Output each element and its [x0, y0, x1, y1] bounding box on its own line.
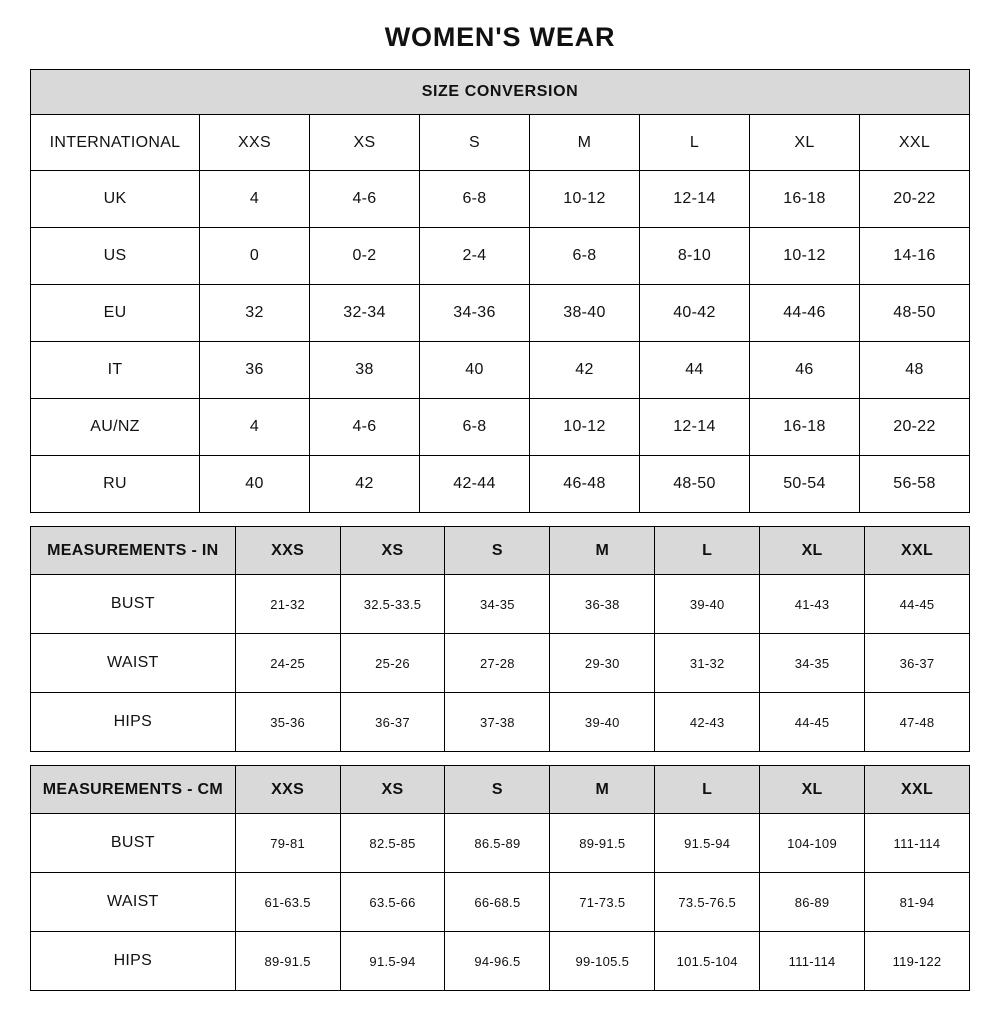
- table-cell: 40-42: [639, 285, 749, 342]
- table-cell: 48-50: [859, 285, 969, 342]
- table-cell: 0: [200, 228, 310, 285]
- size-column-header: XXS: [200, 115, 310, 171]
- size-column-header: S: [445, 766, 550, 814]
- table-cell: 35-36: [235, 693, 340, 752]
- table-row: [31, 285, 970, 342]
- table-cell: 38-40: [529, 285, 639, 342]
- table-row: [31, 634, 970, 693]
- size-column-header: XS: [340, 766, 445, 814]
- table-cell: 89-91.5: [550, 814, 655, 873]
- table-cell: 41-43: [760, 575, 865, 634]
- table-cell: 46-48: [529, 456, 639, 513]
- table-row: [31, 575, 970, 634]
- table-cell: 91.5-94: [655, 814, 760, 873]
- table-cell: 10-12: [529, 399, 639, 456]
- table-cell: 36-38: [550, 575, 655, 634]
- row-header-column-title: MEASUREMENTS - IN: [31, 527, 236, 575]
- size-conversion-table: [30, 69, 970, 513]
- table-cell: 36-37: [340, 693, 445, 752]
- table-cell: 40: [419, 342, 529, 399]
- table-cell: 66-68.5: [445, 873, 550, 932]
- table-cell: 89-91.5: [235, 932, 340, 991]
- row-label: BUST: [31, 814, 236, 873]
- measurements-in-table: [30, 526, 970, 752]
- table-cell: 34-36: [419, 285, 529, 342]
- measurements-cm-table: [30, 765, 970, 991]
- table-cell: 14-16: [859, 228, 969, 285]
- table-cell: 50-54: [749, 456, 859, 513]
- table-cell: 21-32: [235, 575, 340, 634]
- size-column-header: XL: [760, 766, 865, 814]
- size-column-header: XS: [310, 115, 420, 171]
- page-title: WOMEN'S WEAR: [384, 22, 616, 52]
- table-cell: 44: [639, 342, 749, 399]
- row-label: RU: [31, 456, 200, 513]
- table-cell: 32: [200, 285, 310, 342]
- row-label: HIPS: [31, 932, 236, 991]
- table-cell: 37-38: [445, 693, 550, 752]
- table-cell: 31-32: [655, 634, 760, 693]
- table-row: [31, 932, 970, 991]
- table-cell: 86-89: [760, 873, 865, 932]
- table-cell: 44-46: [749, 285, 859, 342]
- table-cell: 16-18: [749, 399, 859, 456]
- table-row: [31, 456, 970, 513]
- size-column-header: M: [550, 766, 655, 814]
- table-cell: 101.5-104: [655, 932, 760, 991]
- table-cell: 42-43: [655, 693, 760, 752]
- table-cell: 6-8: [419, 171, 529, 228]
- table-cell: 119-122: [865, 932, 970, 991]
- table-cell: 42-44: [419, 456, 529, 513]
- table-cell: 4-6: [310, 399, 420, 456]
- row-label: AU/NZ: [31, 399, 200, 456]
- table-cell: 48: [859, 342, 969, 399]
- row-label: BUST: [31, 575, 236, 634]
- row-label: WAIST: [31, 873, 236, 932]
- row-header-column-title: MEASUREMENTS - CM: [31, 766, 236, 814]
- size-column-header: M: [550, 527, 655, 575]
- table-cell: 24-25: [235, 634, 340, 693]
- table-cell: 86.5-89: [445, 814, 550, 873]
- row-label: EU: [31, 285, 200, 342]
- table-row: [31, 399, 970, 456]
- row-label: HIPS: [31, 693, 236, 752]
- table-cell: 25-26: [340, 634, 445, 693]
- table-cell: 39-40: [550, 693, 655, 752]
- size-column-header: L: [639, 115, 749, 171]
- table-cell: 6-8: [529, 228, 639, 285]
- table-row: [31, 693, 970, 752]
- size-column-header: S: [445, 527, 550, 575]
- size-column-header: M: [529, 115, 639, 171]
- table-cell: 12-14: [639, 171, 749, 228]
- table-row: [31, 342, 970, 399]
- table-cell: 34-35: [445, 575, 550, 634]
- size-column-header: XXS: [235, 527, 340, 575]
- row-label: WAIST: [31, 634, 236, 693]
- table-cell: 79-81: [235, 814, 340, 873]
- table-cell: 73.5-76.5: [655, 873, 760, 932]
- table-cell: 71-73.5: [550, 873, 655, 932]
- table-cell: 4-6: [310, 171, 420, 228]
- row-header-column-title: INTERNATIONAL: [31, 115, 200, 171]
- table-cell: 34-35: [760, 634, 865, 693]
- table-banner: SIZE CONVERSION: [31, 70, 970, 115]
- table-row: [31, 814, 970, 873]
- table-cell: 0-2: [310, 228, 420, 285]
- table-cell: 36: [200, 342, 310, 399]
- table-row: [31, 171, 970, 228]
- size-column-header: XXL: [865, 766, 970, 814]
- table-cell: 48-50: [639, 456, 749, 513]
- table-row: [31, 228, 970, 285]
- size-column-header: XL: [760, 527, 865, 575]
- size-column-header: L: [655, 527, 760, 575]
- table-cell: 42: [310, 456, 420, 513]
- size-column-header: XXL: [859, 115, 969, 171]
- table-cell: 47-48: [865, 693, 970, 752]
- table-cell: 56-58: [859, 456, 969, 513]
- table-cell: 4: [200, 399, 310, 456]
- table-cell: 8-10: [639, 228, 749, 285]
- table-row: [31, 873, 970, 932]
- table-cell: 2-4: [419, 228, 529, 285]
- table-cell: 104-109: [760, 814, 865, 873]
- size-column-header: XL: [749, 115, 859, 171]
- table-cell: 46: [749, 342, 859, 399]
- size-column-header: XS: [340, 527, 445, 575]
- table-cell: 82.5-85: [340, 814, 445, 873]
- table-cell: 111-114: [865, 814, 970, 873]
- row-label: UK: [31, 171, 200, 228]
- table-cell: 44-45: [865, 575, 970, 634]
- table-cell: 44-45: [760, 693, 865, 752]
- table-cell: 111-114: [760, 932, 865, 991]
- table-cell: 20-22: [859, 171, 969, 228]
- table-cell: 99-105.5: [550, 932, 655, 991]
- table-cell: 4: [200, 171, 310, 228]
- table-cell: 16-18: [749, 171, 859, 228]
- table-cell: 38: [310, 342, 420, 399]
- table-cell: 36-37: [865, 634, 970, 693]
- table-cell: 61-63.5: [235, 873, 340, 932]
- table-cell: 32-34: [310, 285, 420, 342]
- size-column-header: XXL: [865, 527, 970, 575]
- table-cell: 39-40: [655, 575, 760, 634]
- table-cell: 63.5-66: [340, 873, 445, 932]
- row-label: US: [31, 228, 200, 285]
- table-cell: 81-94: [865, 873, 970, 932]
- table-cell: 94-96.5: [445, 932, 550, 991]
- table-cell: 29-30: [550, 634, 655, 693]
- table-cell: 91.5-94: [340, 932, 445, 991]
- size-column-header: S: [419, 115, 529, 171]
- table-cell: 6-8: [419, 399, 529, 456]
- table-cell: 27-28: [445, 634, 550, 693]
- table-cell: 40: [200, 456, 310, 513]
- table-cell: 10-12: [749, 228, 859, 285]
- row-label: IT: [31, 342, 200, 399]
- table-cell: 10-12: [529, 171, 639, 228]
- table-cell: 42: [529, 342, 639, 399]
- table-cell: 32.5-33.5: [340, 575, 445, 634]
- size-column-header: L: [655, 766, 760, 814]
- table-cell: 12-14: [639, 399, 749, 456]
- table-cell: 20-22: [859, 399, 969, 456]
- size-column-header: XXS: [235, 766, 340, 814]
